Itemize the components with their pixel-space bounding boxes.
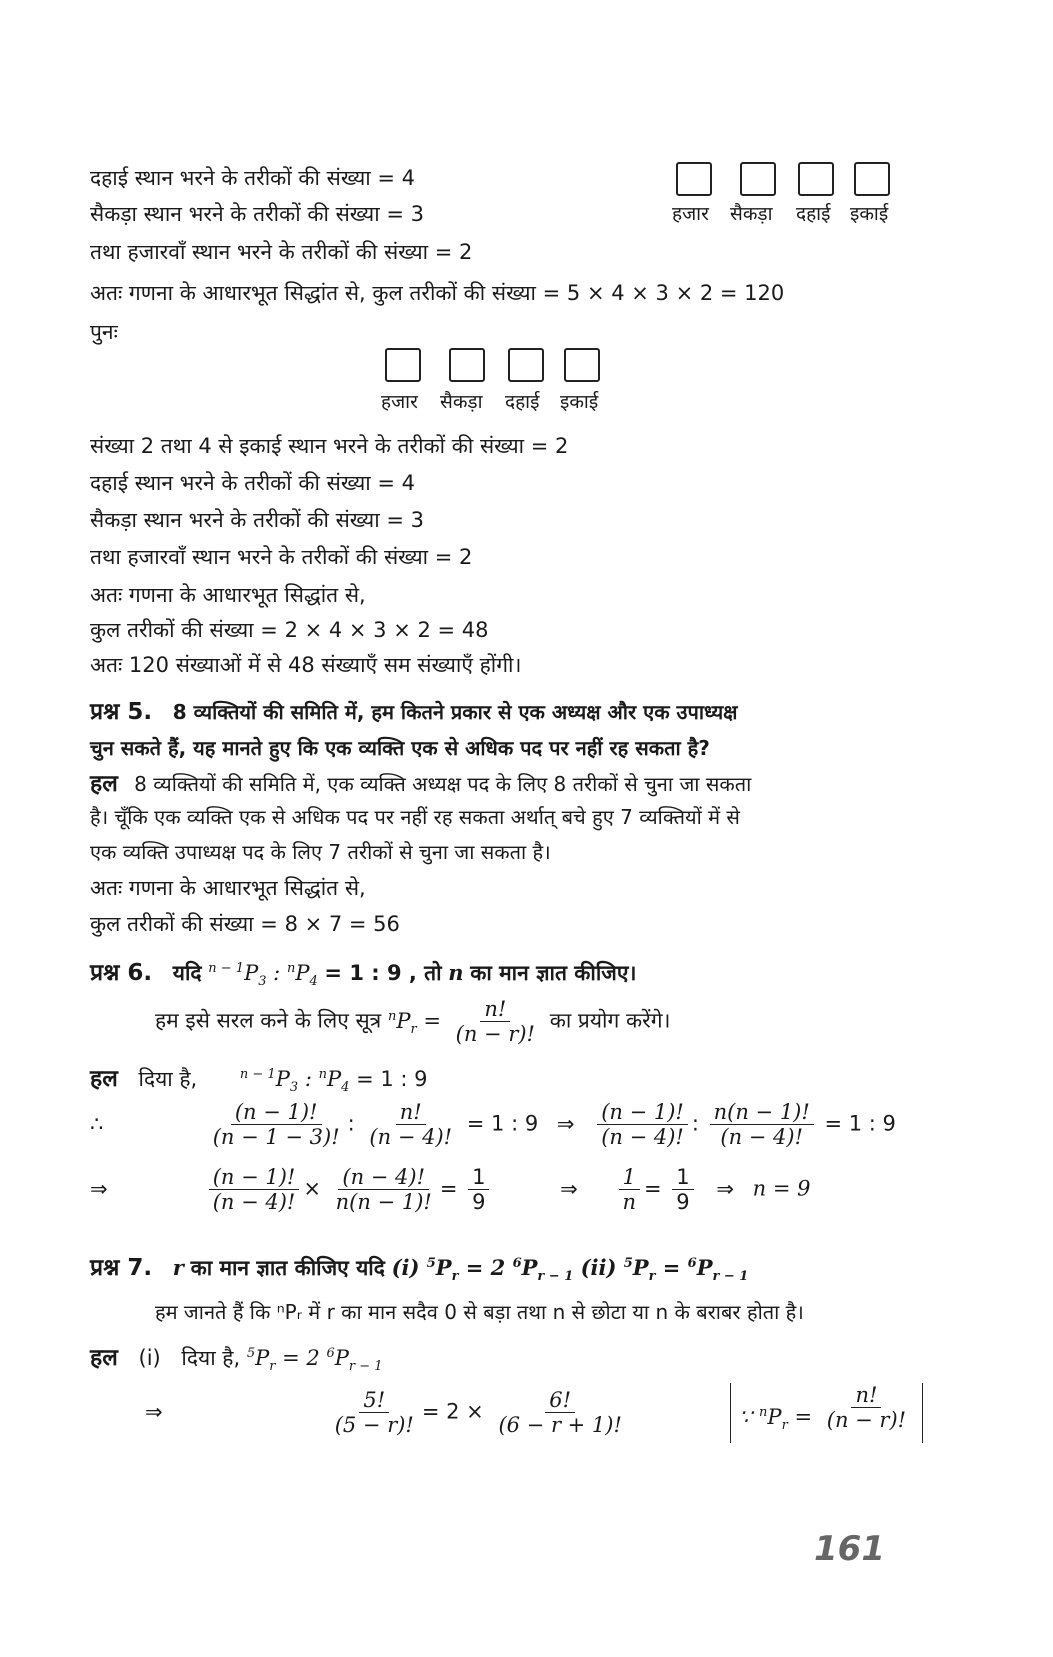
answer-text: दिया है, — [181, 1346, 241, 1370]
box-label: हजार — [672, 203, 709, 225]
answer-text: कुल तरीकों की संख्या = 8 × 7 = 56 — [90, 912, 400, 936]
math: = 1 : 9 — [466, 1111, 539, 1136]
question-text: यदि — [172, 961, 202, 985]
place-box — [676, 162, 712, 196]
q7-line — [90, 1255, 748, 1285]
math: $^{n - 1}P_3$ : $^nP_4$ — [239, 1067, 350, 1096]
answer-text: अतः गणना के आधारभूत सिद्धांत से, — [90, 876, 366, 900]
math: $^nP_r$ = — [387, 1008, 448, 1037]
question-text: = 1 : 9 , तो — [324, 961, 442, 985]
q6-line — [90, 960, 636, 990]
question-text: चुन सकते हैं, यह मानते हुए कि एक व्यक्ति एक से अधिक पद पर नहीं रह सकता है? — [90, 736, 710, 760]
text-line: तथा हजारवाँ स्थान भरने के तरीकों की संख्या = 2 — [90, 545, 473, 569]
text-line: अतः गणना के आधारभूत सिद्धांत से, — [90, 583, 366, 607]
question-label: प्रश्न 6. — [90, 960, 153, 986]
box-label: सैकड़ा — [730, 203, 773, 225]
answer-text: 8 व्यक्तियों की समिति में, एक व्यक्ति अध्यक्ष पद के लिए 8 तरीकों से चुना जा सकता — [134, 772, 752, 796]
answer-line — [90, 771, 751, 799]
math-row: ⇒ $\frac{5!}{(5 - r)!}$ = 2 × $\frac{6!}{(6 - r + 1)!}$ — [145, 1388, 622, 1438]
text-line: अतः 120 संख्याओं में से 48 संख्याएँ सम संख्याएँ होंगी। — [90, 653, 522, 677]
place-box — [740, 162, 776, 196]
math: = 1 : 9 — [356, 1067, 428, 1091]
answer-text: एक व्यक्ति उपाध्यक्ष पद के लिए 7 तरीकों से चुना जा सकता है। — [90, 840, 551, 864]
formula-bracket: ∵ $^nP_r$ = $\frac{n!}{(n - r)!}$ — [730, 1383, 923, 1443]
hint-text: का प्रयोग करेंगे। — [549, 1008, 671, 1033]
box-label: इकाई — [850, 203, 889, 225]
formula-fraction: $\frac{n!}{(n - r)!}$ — [455, 997, 535, 1047]
hal-line — [90, 1066, 427, 1096]
answer-text: दिया है, — [138, 1067, 198, 1091]
hint-text: हम इसे सरल कने के लिए सूत्र — [155, 1008, 382, 1033]
text-line: दहाई स्थान भरने के तरीकों की संख्या = 4 — [90, 166, 416, 190]
place-box — [854, 162, 890, 196]
hint-line — [155, 997, 671, 1046]
place-box — [564, 348, 600, 382]
place-box — [798, 162, 834, 196]
therefore-symbol: ∴ — [90, 1111, 104, 1136]
math: r — [172, 1255, 184, 1280]
question-label: प्रश्न 5. — [90, 699, 153, 725]
math: = 1 : 9 — [824, 1111, 896, 1136]
question-text: 8 व्यक्तियों की समिति में, हम कितने प्रकार से एक अध्यक्ष और एक उपाध्यक्ष — [172, 700, 738, 724]
math-row: ⇒ $\frac{(n - 1)!}{(n - 4)!}$ × $\frac{(n - 4)!}{n(n - 1)!}$ = $\frac{1}{9}$ ⇒ $\frac{1}{n}$ = $\frac{1}{9}$ ⇒ n = 9 — [90, 1165, 811, 1215]
text-line: कुल तरीकों की संख्या = 2 × 4 × 3 × 2 = 48 — [90, 618, 489, 642]
text-line: अतः गणना के आधारभूत सिद्धांत से, कुल तरीकों की संख्या = 5 × 4 × 3 × 2 = 120 — [90, 281, 785, 305]
math: n = 9 — [752, 1176, 811, 1201]
q5-line — [90, 699, 738, 727]
text-line: दहाई स्थान भरने के तरीकों की संख्या = 4 — [90, 471, 416, 495]
box-label: हजार — [381, 391, 418, 413]
text-line: तथा हजारवाँ स्थान भरने के तरीकों की संख्या = 2 — [90, 240, 473, 264]
text-line: पुनः — [90, 320, 118, 344]
hal-line — [90, 1345, 383, 1375]
question-text: का मान ज्ञात कीजिए यदि — [190, 1256, 385, 1280]
place-box — [385, 348, 421, 382]
page-number: 161 — [814, 1529, 885, 1569]
math: $^{n - 1}P_3$ : $^nP_4$ — [208, 961, 318, 990]
box-label: दहाई — [505, 391, 540, 413]
box-label: दहाई — [796, 203, 831, 225]
hint-text: हम जानते हैं कि ⁿPᵣ में r का मान सदैव 0 से बड़ा तथा n से छोटा या n के बराबर होता है। — [155, 1300, 804, 1324]
place-box — [508, 348, 544, 382]
math: n — [448, 960, 464, 985]
answer-text: है। चूँकि एक व्यक्ति एक से अधिक पद पर नहीं रह सकता अर्थात् बचे हुए 7 व्यक्तियों में से — [90, 805, 740, 829]
hal-label: हल — [90, 771, 118, 797]
place-box — [449, 348, 485, 382]
math: (i) $^5P_r = 2$ $^6P_{r - 1}$ (ii) $^5P_r = ^6P_{r - 1}$ — [391, 1255, 749, 1285]
math: $^5P_r = 2$ $^6P_{r - 1}$ — [246, 1346, 383, 1375]
question-text: का मान ज्ञात कीजिए। — [470, 961, 637, 985]
hal-label: हल — [90, 1066, 118, 1092]
text-line: सैकड़ा स्थान भरने के तरीकों की संख्या = 3 — [90, 508, 424, 532]
answer-text: (i) — [138, 1346, 161, 1370]
question-label: प्रश्न 7. — [90, 1255, 153, 1281]
box-label: इकाई — [560, 391, 599, 413]
text-line: सैकड़ा स्थान भरने के तरीकों की संख्या = 3 — [90, 202, 424, 226]
box-label: सैकड़ा — [440, 391, 483, 413]
hal-label: हल — [90, 1345, 118, 1371]
math-row: ∴ $\frac{(n - 1)!}{(n - 1 - 3)!}$ : $\frac{n!}{(n - 4)!}$ = 1 : 9 ⇒ $\frac{(n - 1)!}{(n - 4)!}$ : $\frac{n(n - 1)!}{(n - 4)!}$ = 1 : 9 — [90, 1100, 896, 1150]
text-line: संख्या 2 तथा 4 से इकाई स्थान भरने के तरीकों की संख्या = 2 — [90, 434, 569, 458]
